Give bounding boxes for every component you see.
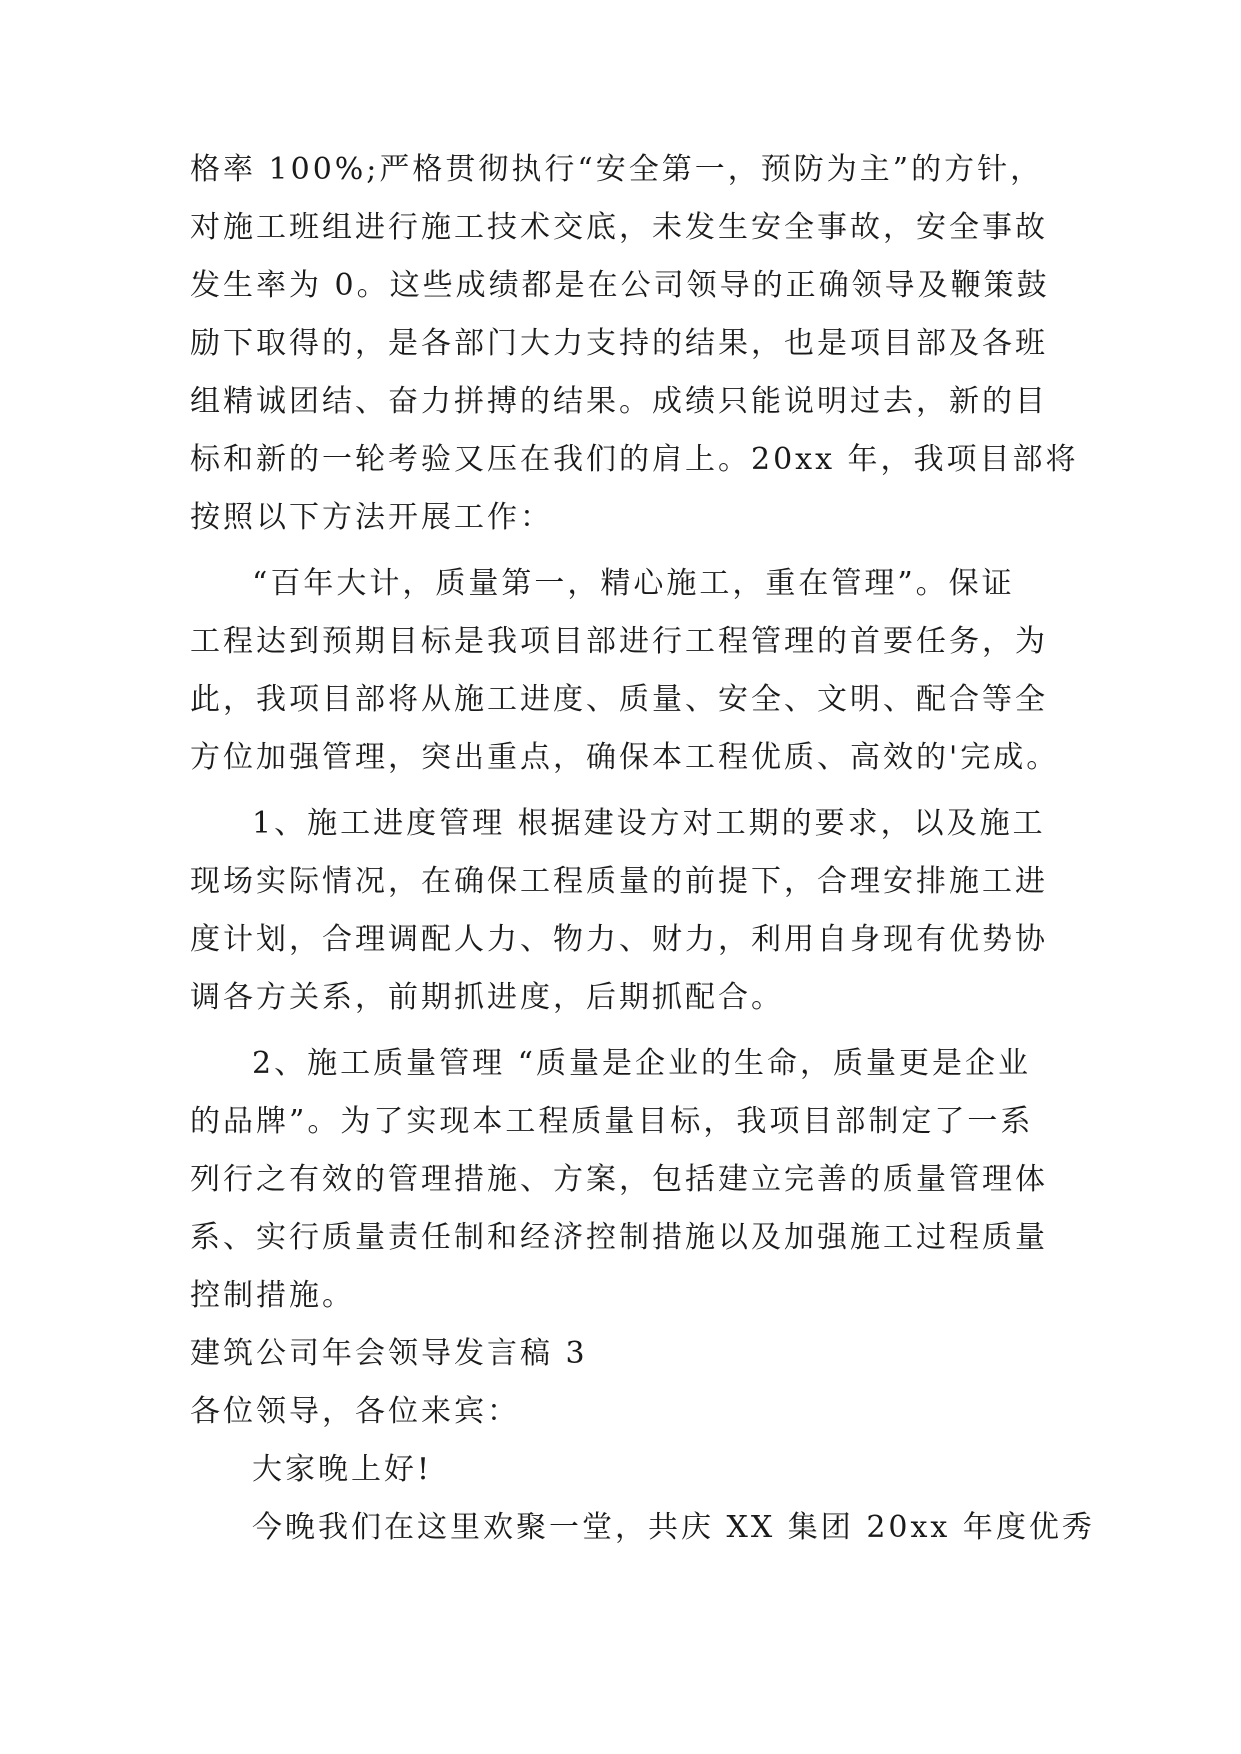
paragraph-line: “百年大计，质量第一，精心施工，重在管理”。保证 [252, 566, 1015, 601]
paragraph-line: 调各方关系，前期抓进度，后期抓配合。 [190, 980, 784, 1015]
paragraph-line: 度计划，合理调配人力、物力、财力，利用自身现有优势协 [190, 922, 1048, 957]
paragraph-line: 发生率为 0。这些成绩都是在公司领导的正确领导及鞭策鼓 [190, 268, 1050, 303]
paragraph-line: 方位加强管理，突出重点，确保本工程优质、高效的'完成。 [190, 740, 1060, 775]
section-title: 建筑公司年会领导发言稿 3 [190, 1336, 588, 1371]
paragraph-line: 组精诚团结、奋力拼搏的结果。成绩只能说明过去，新的目 [190, 384, 1048, 419]
paragraph-line: 此，我项目部将从施工进度、质量、安全、文明、配合等全 [190, 682, 1048, 717]
paragraph-line: 现场实际情况，在确保工程质量的前提下，合理安排施工进 [190, 864, 1048, 899]
paragraph-line: 2、施工质量管理 “质量是企业的生命，质量更是企业 [252, 1046, 1031, 1081]
paragraph-line: 的品牌”。为了实现本工程质量目标，我项目部制定了一系 [190, 1104, 1034, 1139]
paragraph-line: 按照以下方法开展工作： [190, 500, 553, 535]
salutation: 各位领导，各位来宾： [190, 1394, 520, 1429]
greeting: 大家晚上好! [252, 1452, 433, 1487]
paragraph-line: 列行之有效的管理措施、方案，包括建立完善的质量管理体 [190, 1162, 1048, 1197]
paragraph-line: 控制措施。 [190, 1278, 355, 1313]
paragraph-line: 对施工班组进行施工技术交底，未发生安全事故，安全事故 [190, 210, 1048, 245]
paragraph-line: 工程达到预期目标是我项目部进行工程管理的首要任务，为 [190, 624, 1048, 659]
paragraph-line: 今晚我们在这里欢聚一堂，共庆 XX 集团 20xx 年度优秀 [252, 1510, 1095, 1545]
paragraph-line: 系、实行质量责任制和经济控制措施以及加强施工过程质量 [190, 1220, 1048, 1255]
paragraph-line: 励下取得的，是各部门大力支持的结果，也是项目部及各班 [190, 326, 1048, 361]
paragraph-line: 标和新的一轮考验又压在我们的肩上。20xx 年，我项目部将 [190, 442, 1079, 477]
paragraph-line: 1、施工进度管理 根据建设方对工期的要求，以及施工 [252, 806, 1046, 841]
paragraph-line: 格率 100%;严格贯彻执行“安全第一，预防为主”的方针， [190, 152, 1044, 187]
